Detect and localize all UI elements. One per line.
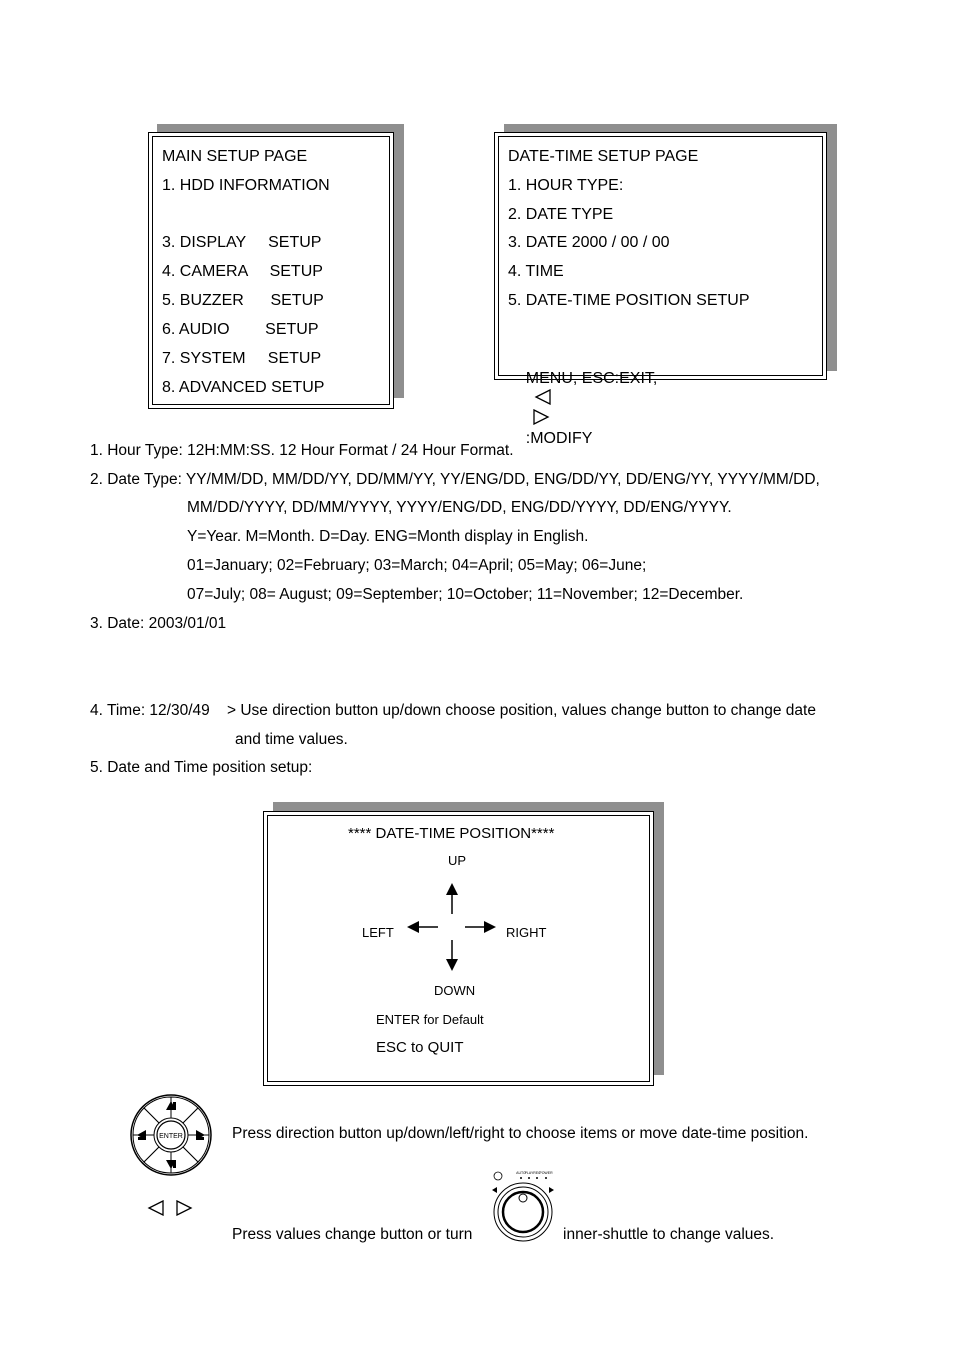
position-left-label: LEFT — [362, 925, 394, 940]
menu-item-date[interactable]: 3. DATE 2000 / 00 / 00 — [508, 234, 670, 251]
menu-item-time[interactable]: 4. TIME — [508, 263, 564, 280]
value-change-left-icon — [147, 1200, 165, 1216]
note-hour-type: 1. Hour Type: 12H:MM:SS. 12 Hour Format / 24 Hour Format. — [90, 442, 514, 459]
shuttle-label-auto: AUTO — [516, 1171, 526, 1175]
instruction-direction: Press direction button up/down/left/right to choose items or move date-time position. — [232, 1125, 809, 1142]
value-change-right-icon — [175, 1200, 193, 1216]
arrow-down-icon — [442, 939, 462, 973]
position-down-label: DOWN — [434, 983, 476, 998]
menu-item-date-type[interactable]: 2. DATE TYPE — [508, 206, 614, 223]
note-date-type-line5: 07=July; 08= August; 09=September; 10=October; 11=November; 12=December. — [187, 586, 744, 603]
triangle-left-icon — [534, 389, 552, 405]
direction-pad-icon — [129, 1093, 213, 1177]
note-time-line1: 4. Time: 12/30/49 > Use direction button up/down choose position, values change button to change date — [90, 702, 816, 719]
shuttle-label-rec: REC — [533, 1171, 541, 1175]
position-enter-label: ENTER for Default — [376, 1012, 484, 1027]
main-setup-title: MAIN SETUP PAGE — [162, 148, 308, 165]
menu-item-hdd-information[interactable]: 1. HDD INFORMATION — [162, 177, 330, 194]
position-title: **** DATE-TIME POSITION**** — [348, 825, 555, 842]
menu-item-camera-setup[interactable]: 4. CAMERA SETUP — [162, 263, 323, 280]
date-time-setup-panel — [494, 132, 827, 447]
menu-item-system-setup[interactable]: 7. SYSTEM SETUP — [162, 350, 322, 367]
menu-item-display-setup[interactable]: 3. DISPLAY SETUP — [162, 234, 322, 251]
arrow-right-icon — [464, 917, 498, 937]
menu-item-buzzer-setup[interactable]: 5. BUZZER SETUP — [162, 292, 324, 309]
triangle-right-icon — [532, 409, 550, 425]
menu-item-hour-type[interactable]: 1. HOUR TYPE: — [508, 177, 624, 194]
instruction-values-suffix: inner-shuttle to change values. — [563, 1226, 775, 1243]
arrow-left-icon — [405, 917, 439, 937]
dpad-enter-label: ENTER — [159, 1133, 183, 1140]
main-setup-panel — [148, 132, 394, 409]
arrow-up-icon — [442, 881, 462, 915]
position-up-label: UP — [448, 853, 467, 868]
note-date: 3. Date: 2003/01/01 — [90, 615, 227, 632]
note-date-type-line3: Y=Year. M=Month. D=Day. ENG=Month display in English. — [187, 528, 589, 545]
date-time-setup-title: DATE-TIME SETUP PAGE — [508, 148, 699, 165]
footer-modify-text: :MODIFY — [525, 430, 593, 447]
instruction-values-prefix: Press values change button or turn — [232, 1226, 473, 1243]
menu-item-audio-setup[interactable]: 6. AUDIO SETUP — [162, 321, 319, 338]
shuttle-label-power: POWER — [539, 1171, 553, 1175]
position-esc-label: ESC to QUIT — [376, 1039, 464, 1056]
note-position: 5. Date and Time position setup: — [90, 759, 313, 776]
note-date-type-line4: 01=January; 02=February; 03=March; 04=April; 05=May; 06=June; — [187, 557, 647, 574]
note-date-type-line1: 2. Date Type: YY/MM/DD, MM/DD/YY, DD/MM/YY, YY/ENG/DD, ENG/DD/YY, DD/ENG/YY, YYYY/MM/DD, — [90, 471, 820, 488]
menu-item-date-time-position-setup[interactable]: 5. DATE-TIME POSITION SETUP — [508, 292, 750, 309]
menu-item-advanced-setup[interactable]: 8. ADVANCED SETUP — [162, 379, 325, 396]
note-date-type-line2: MM/DD/YYYY, DD/MM/YYYY, YYYY/ENG/DD, ENG/DD/YYYY, DD/ENG/YYYY. — [187, 499, 732, 516]
shuttle-label-play: PLAY — [524, 1171, 534, 1175]
date-time-footer — [508, 349, 657, 469]
shuttle-dial-icon — [490, 1168, 558, 1244]
note-time-line2: and time values. — [235, 731, 348, 748]
footer-exit-text: MENU, ESC:EXIT, — [525, 370, 658, 387]
position-right-label: RIGHT — [506, 925, 547, 940]
